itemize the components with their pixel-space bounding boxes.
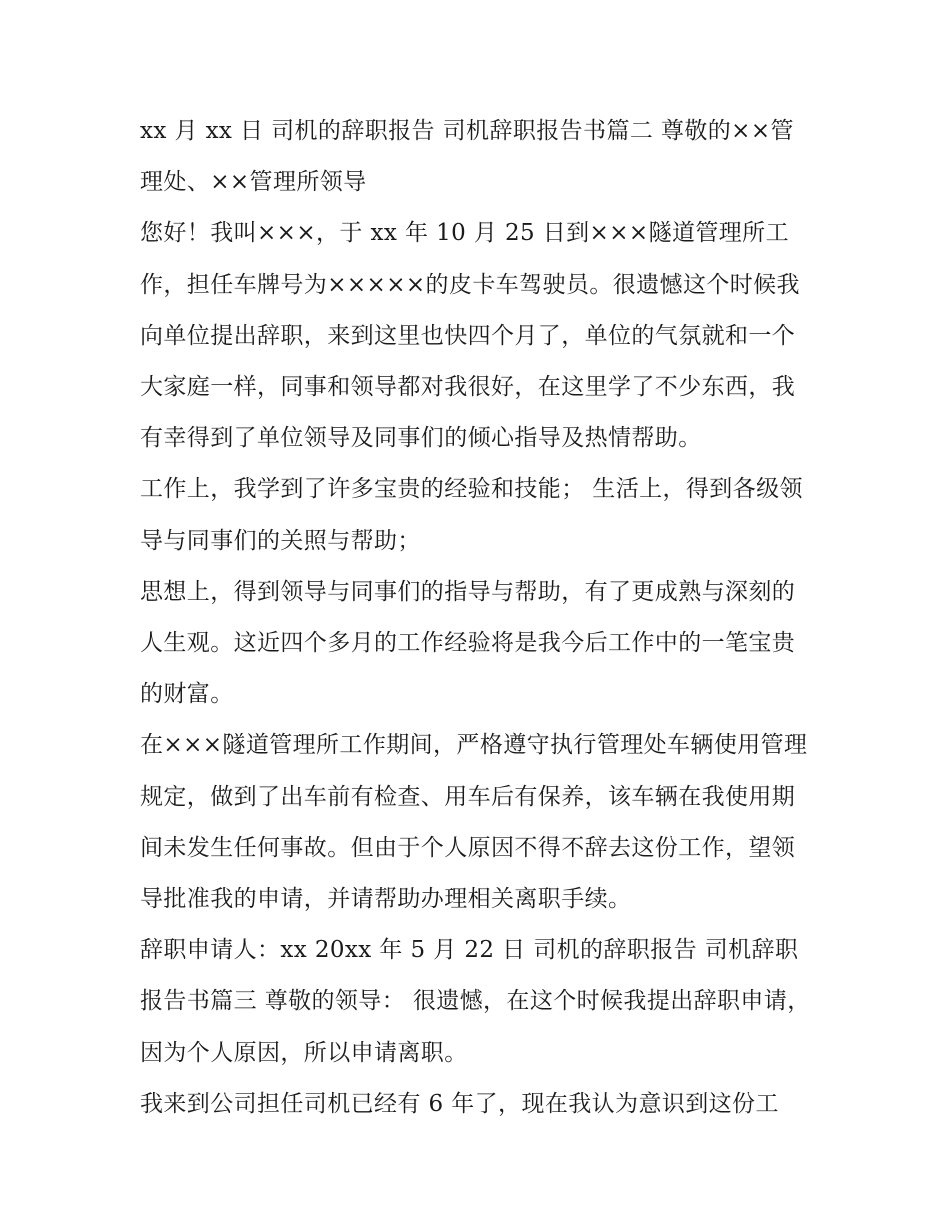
paragraph-greeting: 您好！我叫×××，于 xx 年 10 月 25 日到×××隧道管理所工作，担任车牌号为×××××的皮卡车驾驶员。很遗憾这个时候我向单位提出辞职，来到这里也快四个月了，单位的气氛就和一个大家庭一样，同事和领导都对我很好，在这里学了不少东西，我有幸得到了单位领导及同事们的倾心指导及热情帮助。 [140,220,800,452]
paragraph-heading: xx 月 xx 日 司机的辞职报告 司机辞职报告书篇二 尊敬的××管理处、××管理所领导 [140,118,794,196]
paragraph-thoughts: 思想上，得到领导与同事们的指导与帮助，有了更成熟与深刻的人生观。这近四个多月的工作经验将是我今后工作中的一笔宝贵的财富。 [140,578,796,708]
paragraph-signature-and-letter-three: 辞职申请人：xx 20xx 年 5 月 22 日 司机的辞职报告 司机辞职报告书篇三 尊敬的领导： 很遗憾，在这个时候我提出辞职申请，因为个人原因，所以申请离职。 [140,937,811,1066]
paragraph-driver-years: 我来到公司担任司机已经有 6 年了，现在我认为意识到这份工 [140,1090,779,1117]
paragraph-duty: 在×××隧道管理所工作期间，严格遵守执行管理处车辆使用管理规定，做到了出车前有检查、用车后有保养，该车辆在我使用期间未发生任何事故。但由于个人原因不得不辞去这份工作，望领导批准我的申请，并请帮助办理相关离职手续。 [140,732,808,913]
document-body [140,106,816,1130]
paragraph-work: 工作上，我学到了许多宝贵的经验和技能； 生活上，得到各级领导与同事们的关照与帮助； [140,476,803,554]
